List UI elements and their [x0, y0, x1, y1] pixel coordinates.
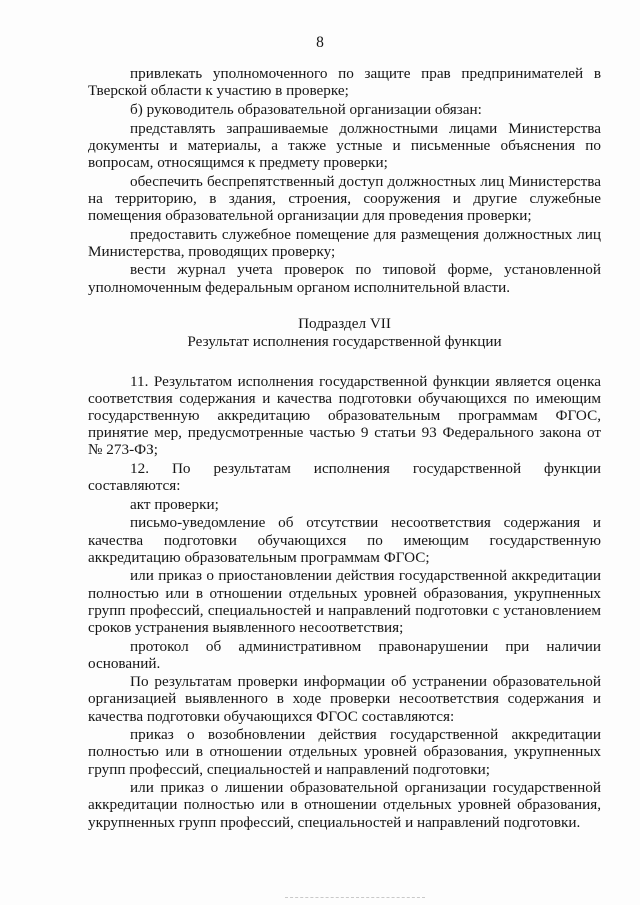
paragraph: письмо-уведомление об отсутствии несоответствия содержания и качества подготовки обучающихся по имеющим государственную аккредитацию образовательным программам ФГОС; — [88, 514, 601, 566]
paragraph: представлять запрашиваемые должностными лицами Министерства документы и материалы, а также устные и письменные объяснения по вопросам, относящимся к предмету проверки; — [88, 119, 601, 171]
paragraph: 12. По результатам исполнения государственной функции составляются: — [88, 459, 601, 494]
paragraph: или приказ о лишении образовательной организации государственной аккредитации полностью или в отношении отдельных уровней образования, укрупненных групп профессий, специальностей и направлений подготовки. — [88, 779, 601, 831]
page-number: 8 — [316, 34, 324, 51]
paragraph: вести журнал учета проверок по типовой форме, установленной уполномоченным федеральным органом исполнительной власти. — [88, 261, 601, 296]
paragraph: По результатам проверки информации об устранении образовательной организацией выявленного в ходе проверки несоответствия содержания и качества подготовки обучающихся ФГОС составляются: — [88, 673, 601, 725]
paragraph: привлекать уполномоченного по защите прав предпринимателей в Тверской области к участию в проверке; — [88, 65, 601, 100]
paragraph: предоставить служебное помещение для размещения должностных лиц Министерства, проводящих проверку; — [88, 225, 601, 260]
paragraph: акт проверки; — [130, 495, 219, 513]
paragraph: обеспечить беспрепятственный доступ должностных лиц Министерства на территорию, в здания, строения, сооружения и другие служебные помещения образовательной организации для проведения проверки; — [88, 172, 601, 224]
document-body — [88, 65, 601, 832]
paragraph: б) руководитель образовательной организации обязан: — [130, 100, 482, 118]
scan-artifact-divider — [285, 897, 425, 899]
paragraph: или приказ о приостановлении действия государственной аккредитации полностью или в отношении отдельных уровней образования, укрупненных групп профессий, специальностей и направлений подготовки с установлением сроков устранения выявленного несоответствия; — [88, 567, 601, 636]
paragraph: протокол об административном правонарушении при наличии оснований. — [88, 637, 601, 672]
section-heading-subdivision: Подраздел VII — [298, 314, 391, 332]
paragraph: приказ о возобновлении действия государственной аккредитации полностью или в отношении отдельных уровней образования, укрупненных групп профессий, специальностей и направлений подготовки; — [88, 726, 601, 778]
paragraph: 11. Результатом исполнения государственной функции является оценка соответствия содержания и качества подготовки обучающихся по имеющим государственную аккредитацию образовательным программам ФГОС, принятие мер, предусмотренные частью 9 статьи 93 Федерального закона от № 273-ФЗ; — [88, 372, 601, 459]
section-heading-title: Результат исполнения государственной функции — [187, 333, 502, 351]
section-heading — [88, 315, 601, 352]
